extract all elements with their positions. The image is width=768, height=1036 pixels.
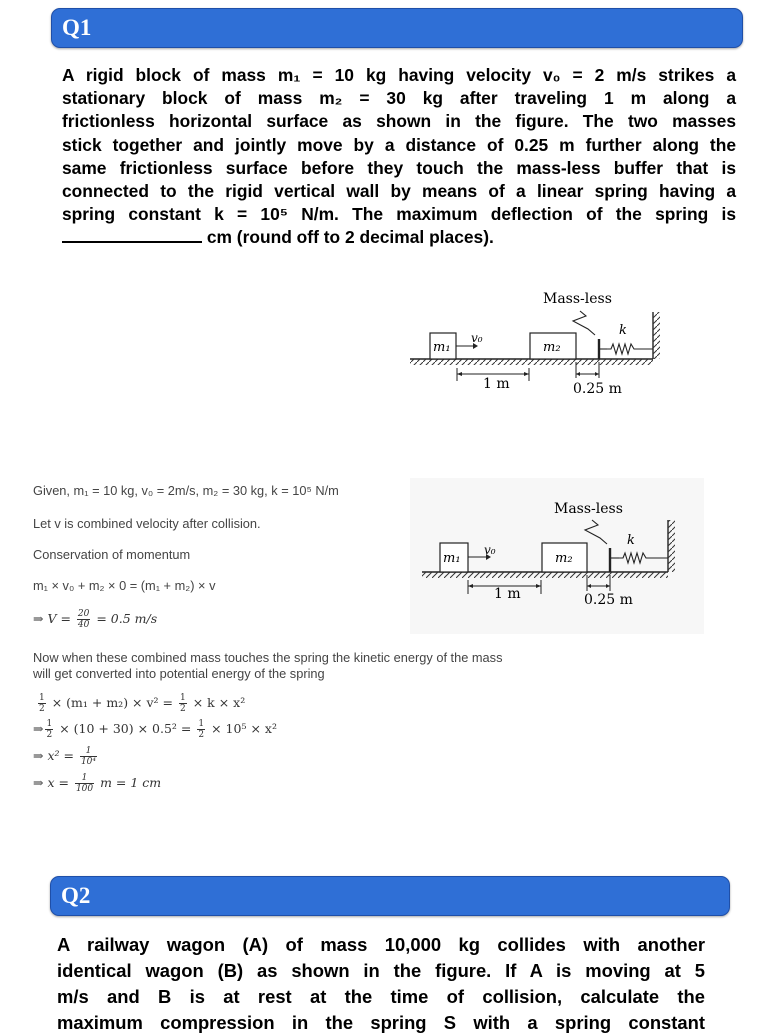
solution-eq2 [33,719,277,740]
answer-blank [62,241,202,243]
q1-figure [405,284,675,400]
v-result-prefix: ⇒ V = [33,611,71,626]
massless-label: Mass-less [554,501,623,517]
solution-eq1 [36,693,245,714]
half-fraction: $\frac{1}{2}$ [198,719,205,740]
q1-line: connected to the rigid vertical wall by means of a linear spring having a [62,181,736,202]
q2-line: A railway wagon (A) of mass 10,000 kg collides with another [57,934,705,955]
solution-velocity-result [33,609,157,630]
q1-line: same frictionless surface before they touch the mass-less buffer that is [62,157,736,178]
eq3-fraction: $\frac{1}{\text{10⁴}}$ [80,746,97,767]
q1-label: Q1 [62,15,92,40]
eq4-prefix: ⇒ x = [33,775,69,790]
solution-momentum-eq: m₁ × v₀ + m₂ × 0 = (m₁ + m₂) × v [33,578,216,593]
q2-line: maximum compression in the spring S with a spring constant [57,1012,705,1033]
v0-label: v₀ [484,543,496,557]
dist2-label: 0.25 m [584,592,633,608]
half-fraction: $\frac{1}{2}$ [39,693,45,714]
solution-let-v: Let v is combined velocity after collision. [33,516,261,531]
eq1-rhs: × k × x² [192,695,246,710]
v-num: 20 [77,609,90,619]
v-result-suffix: = 0.5 m/s [96,611,158,626]
q2-label: Q2 [61,883,91,908]
q1-line: stationary block of mass m₂ = 30 kg after traveling 1 m along a [62,88,736,109]
solution-given: Given, m₁ = 10 kg, v₀ = 2m/s, m₂ = 30 kg, k = 10⁵ N/m [33,483,339,498]
solution-energy-text-1: Now when these combined mass touches the spring the kinetic energy of the mass [33,650,503,665]
q2-question-text [57,932,705,1036]
q1-header-bar [51,8,743,48]
q2-line: m/s and B is at rest at the time of collision, calculate the [57,986,705,1007]
eq3-prefix: ⇒ x² = [33,748,74,763]
q1-question-text [62,64,736,250]
eq4-fraction: $\frac{1}{100}$ [75,773,94,794]
solution-energy-text-2: will get converted into potential energy of the spring [33,666,325,681]
solution-conservation: Conservation of momentum [33,547,191,562]
k-label: k [627,533,635,548]
k-label: k [619,323,627,338]
half-fraction: $\frac{1}{2}$ [180,693,186,714]
eq2-rhs: × 10⁵ × x² [211,721,277,736]
v-fraction [77,609,90,630]
q1-line: frictionless horizontal surface as shown in the figure. The two masses [62,111,736,132]
dist1-label: 1 m [494,586,521,602]
q1-last-line [62,226,736,249]
eq1-body: × (m₁ + m₂) × v² = [51,695,174,710]
q1-line: A rigid block of mass m₁ = 10 kg having velocity v₀ = 2 m/s strikes a [62,65,736,85]
solution-figure [414,494,694,614]
m1-label: m₁ [443,551,461,566]
massless-label: Mass-less [543,291,612,307]
solution-eq4 [33,773,161,794]
solution-eq3 [33,746,99,767]
q2-header-bar [50,876,730,916]
m2-label: m₂ [555,551,573,566]
m1-label: m₁ [433,340,451,355]
half-fraction: $\frac{1}{2}$ [46,719,53,740]
eq2-body: × (10 + 30) × 0.5² = [59,721,192,736]
dist2-label: 0.25 m [573,381,622,397]
q1-line: stick together and jointly move by a distance of 0.25 m further along the [62,134,736,155]
q1-last-line-suffix: cm (round off to 2 decimal places). [202,227,494,248]
m2-label: m₂ [543,340,561,355]
v-den: 40 [77,620,90,630]
v0-label: v₀ [471,331,483,345]
implies: ⇒ [33,721,44,736]
eq4-suffix: m = 1 cm [100,775,162,790]
dist1-label: 1 m [483,376,510,392]
q1-line: spring constant k = 10⁵ N/m. The maximum deflection of the spring is [62,204,736,225]
q2-line: identical wagon (B) as shown in the figure. If A is moving at 5 [57,960,705,981]
